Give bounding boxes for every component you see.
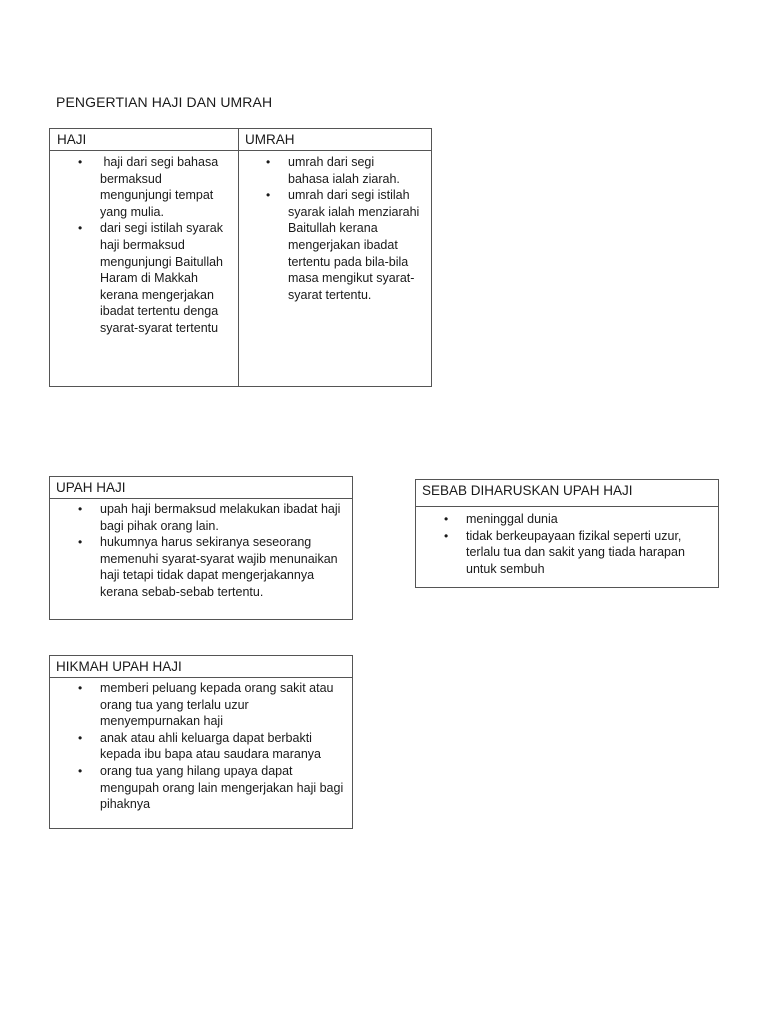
hikmah-list [50,680,348,813]
umrah-list [238,154,427,303]
list-item: • upah haji bermaksud melakukan ibadat haji bagi pihak orang lain. [100,501,348,534]
list-item: • anak atau ahli keluarga dapat berbakti kepada ibu bapa atau saudara maranya [100,730,345,763]
list-item: • orang tua yang hilang upaya dapat mengupah orang lain mengerjakan haji bagi pihaknya [100,763,345,813]
haji-column [50,129,239,386]
upah-haji-header: UPAH HAJI [50,477,352,499]
umrah-column [238,129,431,386]
sebab-box [415,479,719,588]
haji-header: HAJI [50,129,238,151]
list-item: • memberi peluang kepada orang sakit atau orang tua yang terlalu uzur menyempurnakan haji [100,680,345,730]
haji-list [50,154,234,337]
list-item: • umrah dari segi bahasa ialah ziarah. [288,154,416,187]
upah-haji-box [49,476,353,620]
list-item: • meninggal dunia [466,511,716,528]
upah-haji-list [50,501,348,601]
umrah-header: UMRAH [238,129,431,151]
hikmah-box [49,655,353,829]
definition-table [49,128,432,387]
list-item: • tidak berkeupayaan fizikal seperti uzur, terlalu tua dan sakit yang tiada harapan untuk sembuh [466,528,716,578]
list-item: • hukumnya harus sekiranya seseorang memenuhi syarat-syarat wajib menunaikan haji tetapi tidak dapat mengerjakannya kerana sebab-sebab tertentu. [100,534,348,600]
sebab-list [416,511,714,577]
list-item: • umrah dari segi istilah syarak ialah menziarahi Baitullah kerana mengerjakan ibadat tertentu pada bila-bila masa mengikut syarat-syarat tertentu. [288,187,426,303]
list-item: • dari segi istilah syarak haji bermaksud mengunjungi Baitullah Haram di Makkah kerana mengerjakan ibadat tertentu denga syarat-syarat tertentu [100,220,225,336]
list-item: • haji dari segi bahasa bermaksud mengunjungi tempat yang mulia. [100,154,228,220]
page-title: PENGERTIAN HAJI DAN UMRAH [56,94,273,110]
hikmah-header: HIKMAH UPAH HAJI [50,656,352,678]
sebab-header: SEBAB DIHARUSKAN UPAH HAJI [416,480,718,507]
